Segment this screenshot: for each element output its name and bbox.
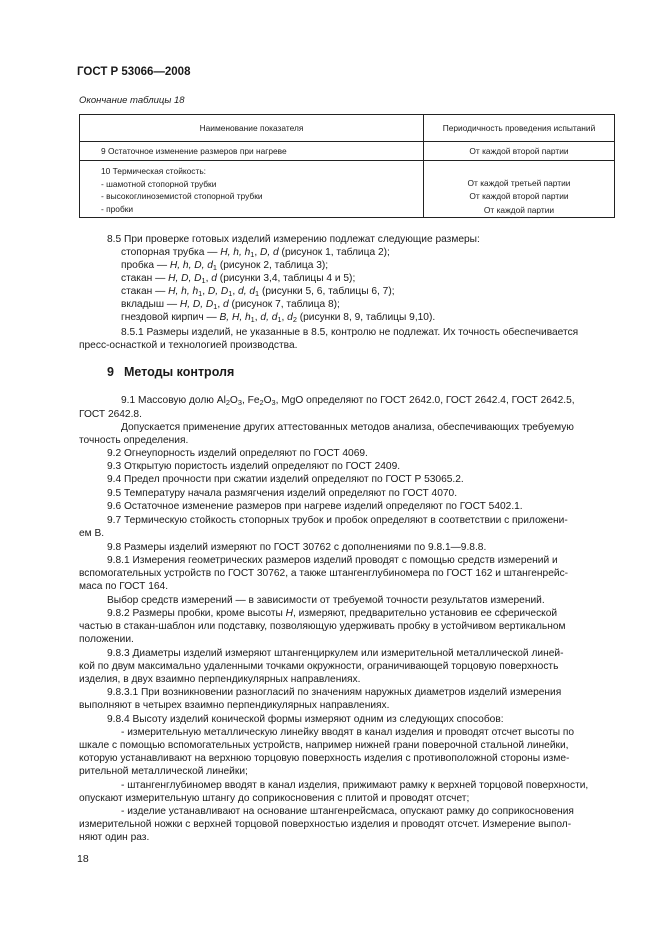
paragraph-9-8-2-cont: частью в стакан-шаблон или подставку, позволяющую удерживать пробку в устойчивом вертикальном bbox=[79, 621, 566, 632]
paragraph-8-5: 8.5 При проверке готовых изделий измерению подлежат следующие размеры: bbox=[107, 234, 480, 245]
dimension-item-stopper-tube: стопорная трубка — H, h, $h_1$, D, d (рисунок 1, таблица 2); bbox=[121, 247, 390, 259]
section-heading bbox=[107, 365, 234, 379]
dimension-item-cup-2: стакан — H, h, $h_1$, D, $D_1$, d, $d_1$ (рисунки 5, 6, таблицы 6, 7); bbox=[121, 286, 395, 298]
indicators-table bbox=[79, 114, 615, 218]
table-cell-periodicity bbox=[424, 161, 615, 218]
table-caption: Окончание таблицы 18 bbox=[79, 95, 185, 106]
paragraph-9-7-cont: ем В. bbox=[79, 528, 105, 539]
dimension-item-cup: стакан — H, D, $D_1$, d (рисунки 3,4, таблицы 4 и 5); bbox=[121, 273, 356, 285]
table-cell-indicator: 9 Остаточное изменение размеров при нагреве bbox=[80, 142, 424, 161]
paragraph-9-1-cont: ГОСТ 2642.8. bbox=[79, 409, 142, 420]
paragraph-9-8-1: 9.8.1 Измерения геометрических размеров изделий проводят с помощью средств измерений и bbox=[107, 555, 558, 566]
list-item-cont: няют один раз. bbox=[79, 832, 150, 843]
paragraph-choice: Выбор средств измерений — в зависимости от требуемой точности результатов измерений. bbox=[107, 595, 545, 606]
paragraph-9-8: 9.8 Размеры изделий измеряют по ГОСТ 30762 с дополнениями по 9.8.1—9.8.8. bbox=[107, 542, 487, 553]
paragraph-9-8-2-cont: положении. bbox=[79, 634, 134, 645]
list-item-cont: измерительной ножки с верхней торцовой поверхностью изделия и проводят отсчет. Измерение выпол- bbox=[79, 819, 572, 830]
table-header-row bbox=[80, 115, 615, 142]
paragraph-9-8-4: 9.8.4 Высоту изделий конической формы измеряют одним из следующих способов: bbox=[107, 714, 504, 725]
paragraph-8-5-1: 8.5.1 Размеры изделий, не указанные в 8.5, контролю не подлежат. Их точность обеспечивается bbox=[121, 327, 579, 338]
paragraph-9-8-3-1: 9.8.3.1 При возникновении разногласий по значениям наружных диаметров изделий измерения bbox=[107, 687, 562, 698]
paragraph-9-8-1-cont: маса по ГОСТ 164. bbox=[79, 581, 169, 592]
list-item: - штангенглубиномер вводят в канал изделия, прижимают рамку к верхней торцовой поверхности, bbox=[121, 780, 589, 791]
paragraph-other-methods-cont: точность определения. bbox=[79, 435, 189, 446]
paragraph-9-5: 9.5 Температуру начала размягчения изделий определяют по ГОСТ 4070. bbox=[107, 488, 458, 499]
table-cell-line: - пробки bbox=[101, 203, 134, 214]
list-item-cont: опускают измерительную штангу до соприкосновения с плитой и проводят отсчет; bbox=[79, 793, 470, 804]
table-cell-line: От каждой партии bbox=[483, 204, 555, 215]
page-number: 18 bbox=[77, 853, 89, 865]
table-cell-line: От каждой второй партии bbox=[469, 191, 569, 202]
table-cell-line: От каждой третьей партии bbox=[467, 178, 571, 188]
list-item-cont: рительной металлической линейки; bbox=[79, 766, 248, 777]
table-cell-line: - шамотной стопорной трубки bbox=[101, 178, 217, 189]
document-code: ГОСТ Р 53066—2008 bbox=[77, 66, 191, 78]
paragraph-9-1: 9.1 Массовую долю $Al_2O_3$, $Fe_2O_3$, MgO определяют по ГОСТ 2642.0, ГОСТ 2642.4, ГОСТ 2642.5, bbox=[121, 395, 575, 407]
table-cell-line: 10 Термическая стойкость: bbox=[101, 166, 207, 176]
list-item: - изделие устанавливают на основание штангенрейсмаса, опускают рамку до соприкосновения bbox=[121, 806, 574, 817]
dimension-item-nest-brick: гнездовой кирпич — B, H, $h_1$, d, $d_1$, $d_2$ (рисунки 8, 9, таблицы 9,10). bbox=[121, 312, 436, 324]
paragraph-9-2: 9.2 Огнеупорность изделий определяют по ГОСТ 4069. bbox=[107, 448, 368, 459]
paragraph-9-8-3-cont: кой по двум максимально удаленными точками окружности, ограничивающей торцовую поверхность bbox=[79, 661, 559, 672]
section-number: 9 bbox=[107, 365, 114, 379]
table-cell-indicator bbox=[80, 161, 424, 218]
table-cell-periodicity: От каждой второй партии bbox=[424, 142, 615, 161]
paragraph-8-5-1-cont: пресс-оснасткой и технологией производства. bbox=[79, 340, 298, 351]
paragraph-9-8-3-cont: изделия, в двух взаимно перпендикулярных направлениях. bbox=[79, 674, 361, 685]
table-row bbox=[80, 161, 615, 218]
list-item-cont: шкале с помощью вспомогательных устройств, например нижней грани поверочной стальной линейки, bbox=[79, 740, 569, 751]
column-header-periodicity: Периодичность проведения испытаний bbox=[424, 115, 615, 142]
list-item-cont: которую устанавливают на верхнюю торцовую поверхность изделия с противоположной стороны изме- bbox=[79, 753, 570, 764]
paragraph-9-8-3: 9.8.3 Диаметры изделий измеряют штангенциркулем или измерительной металлической линей- bbox=[107, 648, 564, 659]
dimension-item-plug: пробка — H, h, D, $d_1$ (рисунок 2, таблица 3); bbox=[121, 260, 329, 272]
list-item: - измерительную металлическую линейку вводят в канал изделия и проводят отсчет высоты по bbox=[121, 727, 575, 738]
paragraph-other-methods: Допускается применение других аттестованных методов анализа, обеспечивающих требуемую bbox=[121, 422, 574, 433]
paragraph-9-7: 9.7 Термическую стойкость стопорных трубок и пробок определяют в соответствии с приложени- bbox=[107, 515, 568, 526]
paragraph-9-8-2: 9.8.2 Размеры пробки, кроме высоты H, измеряют, предварительно установив ее сферической bbox=[107, 608, 558, 619]
table-cell-line: - высокоглиноземистой стопорной трубки bbox=[101, 191, 263, 201]
paragraph-9-8-3-1-cont: выполняют в четырех взаимно перпендикулярных направлениях. bbox=[79, 700, 390, 711]
paragraph-9-8-1-cont: вспомогательных устройств по ГОСТ 30762, а также штангенглубиномера по ГОСТ 162 и штангенрейс- bbox=[79, 568, 569, 579]
section-title: Методы контроля bbox=[123, 365, 235, 379]
paragraph-9-4: 9.4 Предел прочности при сжатии изделий определяют по ГОСТ Р 53065.2. bbox=[107, 474, 464, 485]
dimension-item-insert: вкладыш — H, D, $D_1$, d (рисунок 7, таблица 8); bbox=[121, 299, 340, 311]
paragraph-9-3: 9.3 Открытую пористость изделий определяют по ГОСТ 2409. bbox=[107, 461, 401, 472]
column-header-indicator: Наименование показателя bbox=[80, 115, 424, 142]
paragraph-9-6: 9.6 Остаточное изменение размеров при нагреве изделий определяют по ГОСТ 5402.1. bbox=[107, 501, 523, 512]
table-row bbox=[80, 142, 615, 161]
